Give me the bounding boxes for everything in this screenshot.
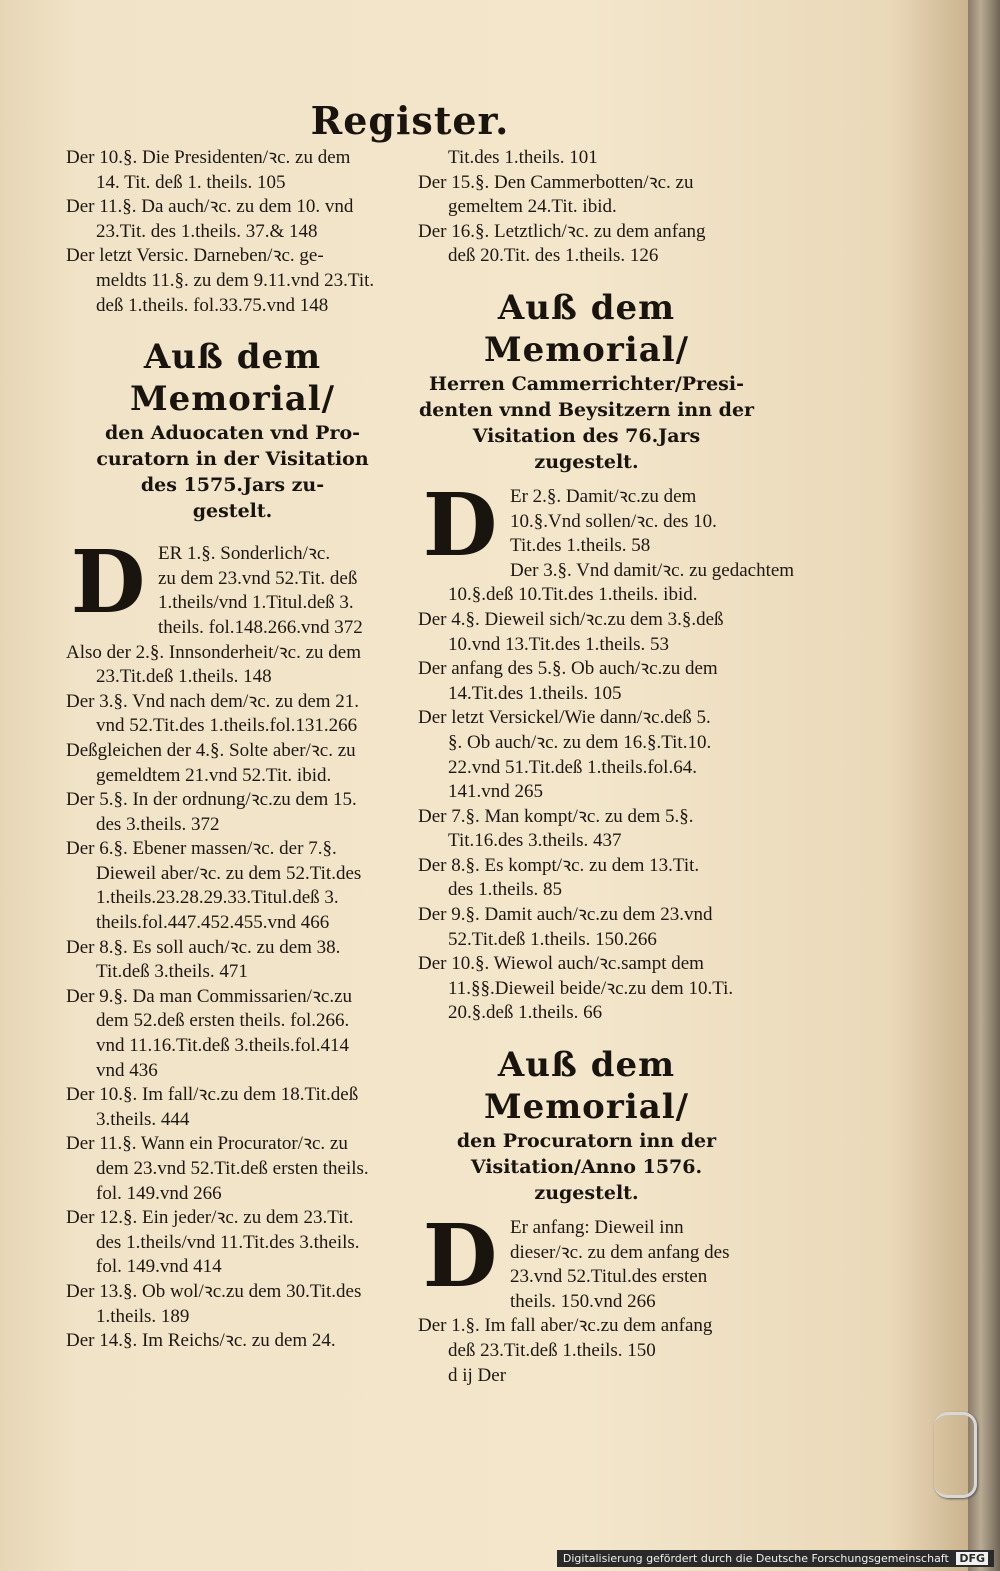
right-column bbox=[418, 146, 795, 1388]
register-line: Der 14.§. Im Reichs/ꝛc. zu dem 24. bbox=[66, 1330, 336, 1352]
register-line: Der 4.§. Dieweil sich/ꝛc.zu dem 3.§.deß bbox=[418, 608, 724, 630]
section-line: den Aduocaten vnd Pro- bbox=[104, 422, 361, 445]
register-line: 1.theils/vnd 1.Titul.deß 3. bbox=[158, 592, 354, 614]
register-line: 52.Tit.deß 1.theils. 150.266 bbox=[448, 928, 657, 950]
section-line: Visitation des 76.Jars bbox=[472, 424, 701, 447]
register-line: Der 8.§. Es soll auch/ꝛc. zu dem 38. bbox=[66, 936, 341, 958]
register-line: Der 8.§. Es kompt/ꝛc. zu dem 13.Tit. bbox=[418, 854, 700, 876]
register-line: Der letzt Versickel/Wie dann/ꝛc.deß 5. bbox=[418, 707, 711, 729]
right-entries bbox=[418, 559, 795, 1026]
register-line: gemeldtem 21.vnd 52.Tit. ibid. bbox=[96, 764, 332, 786]
section-heading-2 bbox=[418, 287, 755, 475]
page-clip bbox=[934, 1412, 977, 1498]
register-line: d ij Der bbox=[448, 1364, 507, 1386]
left-column bbox=[66, 146, 399, 1354]
register-line: dem 23.vnd 52.Tit.deß ersten theils. bbox=[96, 1158, 369, 1179]
register-line: theils. fol.148.266.vnd 372 bbox=[158, 616, 363, 638]
register-line: Der 1.§. Im fall aber/ꝛc.zu dem anfang bbox=[418, 1315, 713, 1337]
register-line: Der 3.§. Vnd damit/ꝛc. zu gedachtem bbox=[510, 559, 795, 581]
register-line: 141.vnd 265 bbox=[448, 781, 543, 803]
section-title: Auß dem Memorial/ bbox=[483, 287, 690, 370]
book-edge bbox=[968, 0, 1000, 1571]
register-line: 3.theils. 444 bbox=[96, 1108, 190, 1130]
section-title: Auß dem Memorial/ bbox=[483, 1045, 690, 1128]
register-line: Der 10.§. Die Presidenten/ꝛc. zu dem bbox=[66, 147, 351, 168]
dfg-logo: DFG bbox=[956, 1552, 988, 1565]
register-line: Der letzt Versic. Darneben/ꝛc. ge- bbox=[66, 245, 324, 267]
register-line: dem 52.deß ersten theils. fol.266. bbox=[96, 1010, 350, 1032]
section-line: den Procuratorn inn der bbox=[456, 1130, 717, 1153]
register-line: Der 9.§. Damit auch/ꝛc.zu dem 23.vnd bbox=[418, 904, 713, 926]
register-line: theils. 150.vnd 266 bbox=[510, 1290, 656, 1312]
register-line: des 1.theils/vnd 11.Tit.des 3.theils. bbox=[96, 1231, 360, 1253]
register-line: fol. 149.vnd 266 bbox=[96, 1182, 222, 1204]
register-line: Der 9.§. Da man Commissarien/ꝛc.zu bbox=[66, 985, 353, 1007]
register-line: Also der 2.§. Innsonderheit/ꝛc. zu dem bbox=[66, 641, 361, 663]
register-line: Der 13.§. Ob wol/ꝛc.zu dem 30.Tit.des bbox=[66, 1280, 362, 1302]
register-line: Der 15.§. Den Cammerbotten/ꝛc. zu bbox=[418, 171, 694, 193]
register-line: meldts 11.§. zu dem 9.11.vnd 23.Tit. bbox=[96, 269, 375, 291]
register-line: Der 10.§. Wiewol auch/ꝛc.sampt dem bbox=[418, 953, 704, 975]
drop-initial: D bbox=[70, 532, 146, 634]
register-line: vnd 436 bbox=[96, 1059, 158, 1081]
register-line: Der anfang des 5.§. Ob auch/ꝛc.zu dem bbox=[418, 658, 718, 680]
register-line: dieser/ꝛc. zu dem anfang des bbox=[510, 1241, 730, 1263]
register-line: 23.vnd 52.Titul.des ersten bbox=[510, 1266, 708, 1288]
register-line: Deßgleichen der 4.§. Solte aber/ꝛc. zu bbox=[66, 739, 356, 761]
register-line: 23.Tit. des 1.theils. 37.& 148 bbox=[96, 220, 318, 242]
register-line: des 3.theils. 372 bbox=[96, 813, 220, 835]
register-line: Er anfang: Dieweil inn bbox=[510, 1217, 684, 1239]
register-line: Tit.deß 3.theils. 471 bbox=[96, 961, 248, 983]
drop-initial: D bbox=[422, 474, 498, 576]
section-title: Auß dem Memorial/ bbox=[129, 337, 336, 420]
register-line: 14.Tit.des 1.theils. 105 bbox=[448, 682, 622, 704]
register-line: Tit.16.des 3.theils. 437 bbox=[448, 830, 622, 852]
register-line: Der 16.§. Letztlich/ꝛc. zu dem anfang bbox=[418, 220, 706, 242]
left-entries bbox=[66, 641, 399, 1354]
register-line: Der 11.§. Wann ein Procurator/ꝛc. zu bbox=[66, 1133, 348, 1155]
register-line: Der 6.§. Ebener massen/ꝛc. der 7.§. bbox=[66, 838, 337, 860]
credit-text: Digitalisierung gefördert durch die Deutsche Forschungsgemeinschaft bbox=[562, 1552, 949, 1565]
section-line: denten vnnd Beysitzern inn der bbox=[418, 398, 755, 421]
register-line: deß 23.Tit.deß 1.theils. 150 bbox=[448, 1340, 656, 1361]
register-line: Tit.des 1.theils. 101 bbox=[448, 147, 598, 168]
register-line: Der 10.§. Im fall/ꝛc.zu dem 18.Tit.deß bbox=[66, 1084, 359, 1106]
digitization-credit bbox=[557, 1550, 994, 1567]
register-line: 14. Tit. deß 1. theils. 105 bbox=[96, 171, 286, 193]
register-line: 20.§.deß 1.theils. 66 bbox=[448, 1002, 603, 1024]
register-line: 1.theils.23.28.29.33.Titul.deß 3. bbox=[96, 887, 339, 909]
register-line: fol. 149.vnd 414 bbox=[96, 1256, 222, 1278]
register-line: ER 1.§. Sonderlich/ꝛc. bbox=[158, 543, 331, 565]
register-line: Der 12.§. Ein jeder/ꝛc. zu dem 23.Tit. bbox=[66, 1207, 354, 1229]
section-line: curatorn in der Visitation bbox=[96, 448, 369, 471]
register-line: des 1.theils. 85 bbox=[448, 879, 562, 901]
register-line: Der 11.§. Da auch/ꝛc. zu dem 10. vnd bbox=[66, 196, 354, 218]
register-line: Dieweil aber/ꝛc. zu dem 52.Tit.des bbox=[96, 862, 362, 884]
section-line: zugestelt. bbox=[534, 1182, 639, 1205]
section-line: Herren Cammerrichter/Presi- bbox=[429, 372, 744, 395]
register-line: gemeltem 24.Tit. ibid. bbox=[448, 196, 617, 218]
section-line: Visitation/Anno 1576. bbox=[470, 1156, 703, 1179]
section-heading-3 bbox=[418, 1044, 755, 1206]
register-line: deß 20.Tit. des 1.theils. 126 bbox=[448, 245, 659, 267]
register-line: 10.§.deß 10.Tit.des 1.theils. ibid. bbox=[448, 584, 698, 606]
register-line: 11.§§.Dieweil beide/ꝛc.zu dem 10.Ti. bbox=[448, 977, 734, 999]
register-line: deß 1.theils. fol.33.75.vnd 148 bbox=[96, 294, 329, 316]
register-line: 22.vnd 51.Tit.deß 1.theils.fol.64. bbox=[448, 756, 697, 778]
register-line: 10.vnd 13.Tit.des 1.theils. 53 bbox=[448, 633, 669, 655]
register-line: 10.§.Vnd sollen/ꝛc. des 10. bbox=[510, 510, 717, 532]
page-title: Register. bbox=[310, 98, 510, 143]
register-line: 23.Tit.deß 1.theils. 148 bbox=[96, 666, 272, 688]
register-line: Der 7.§. Man kompt/ꝛc. zu dem 5.§. bbox=[418, 805, 694, 827]
section-line: des 1575.Jars zu- bbox=[140, 474, 325, 497]
drop-initial: D bbox=[422, 1206, 498, 1308]
register-line: theils.fol.447.452.455.vnd 466 bbox=[96, 912, 330, 934]
register-line: Tit.des 1.theils. 58 bbox=[510, 535, 651, 557]
register-line: Der 5.§. In der ordnung/ꝛc.zu dem 15. bbox=[66, 789, 357, 811]
register-line: zu dem 23.vnd 52.Tit. deß bbox=[158, 567, 358, 589]
register-line: vnd 52.Tit.des 1.theils.fol.131.266 bbox=[96, 715, 358, 737]
register-line: vnd 11.16.Tit.deß 3.theils.fol.414 bbox=[96, 1035, 349, 1057]
section-line: gestelt. bbox=[192, 500, 273, 523]
left-top-entries bbox=[66, 146, 399, 318]
register-line: 1.theils. 189 bbox=[96, 1305, 190, 1327]
section-line: zugestelt. bbox=[534, 450, 639, 473]
right-top-entries bbox=[418, 146, 755, 269]
register-line: Er 2.§. Damit/ꝛc.zu dem bbox=[510, 485, 697, 507]
right-entries bbox=[418, 1314, 755, 1388]
section-heading-1 bbox=[66, 336, 399, 524]
register-line: Der 3.§. Vnd nach dem/ꝛc. zu dem 21. bbox=[66, 690, 360, 712]
register-line: §. Ob auch/ꝛc. zu dem 16.§.Tit.10. bbox=[448, 731, 712, 753]
